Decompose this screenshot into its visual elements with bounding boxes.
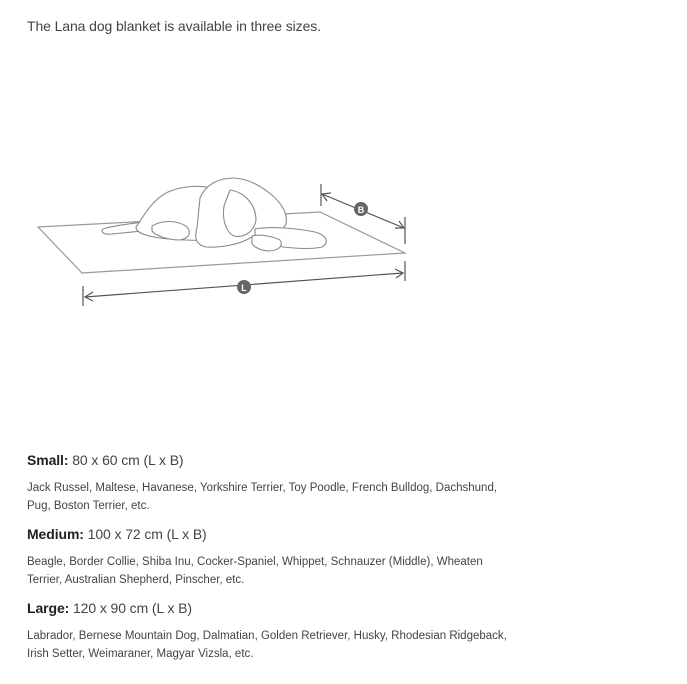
size-large [27, 600, 507, 663]
size-large-dims: 120 x 90 cm (L x B) [72, 600, 192, 616]
size-large-name: Large: [27, 600, 70, 616]
size-small-dims: 80 x 60 cm (L x B) [72, 452, 184, 468]
length-marker-label: L [241, 283, 247, 293]
size-small [27, 452, 507, 515]
size-large-heading [27, 600, 507, 617]
size-medium-dims: 100 x 72 cm (L x B) [87, 526, 207, 542]
size-medium-breeds: Beagle, Border Collie, Shiba Inu, Cocker-Spaniel, Whippet, Schnauzer (Middle), Wheaten Terrier, Australian Shepherd, Pinscher, etc. [27, 556, 483, 586]
size-small-breeds: Jack Russel, Maltese, Havanese, Yorkshire Terrier, Toy Poodle, French Bulldog, Dachshund, Pug, Boston Terrier, etc. [27, 482, 498, 512]
breadth-marker-label: B [357, 205, 365, 215]
size-medium [27, 526, 507, 589]
blanket-size-diagram [0, 150, 440, 330]
size-large-breeds: Labrador, Bernese Mountain Dog, Dalmatian, Golden Retriever, Husky, Rhodesian Ridgeback, Irish Setter, Weimaraner, Magyar Vizsla, etc. [27, 630, 507, 660]
size-small-name: Small: [27, 452, 69, 468]
intro-text: The Lana dog blanket is available in three sizes. [27, 18, 321, 34]
size-medium-heading [27, 526, 507, 543]
size-medium-name: Medium: [27, 526, 84, 542]
size-small-heading [27, 452, 507, 469]
